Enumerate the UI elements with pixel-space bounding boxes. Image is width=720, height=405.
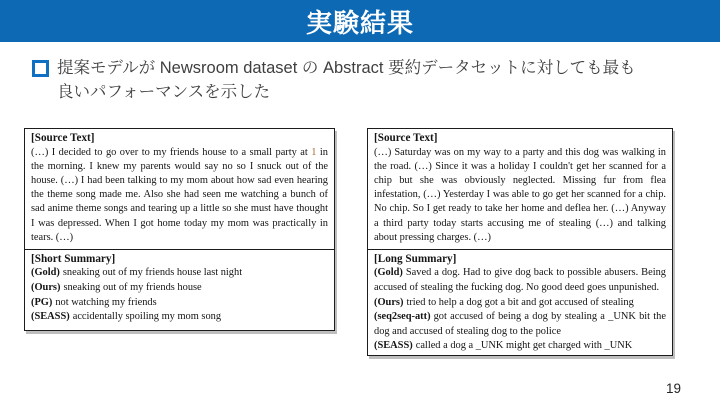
left-summary-section (25, 249, 334, 329)
entry-label: (Ours) (31, 282, 61, 294)
entry-text: called a dog a _UNK might get charged with _UNK (415, 340, 633, 352)
slide-title: 実験結果 (305, 7, 414, 38)
entry-label: (SEASS) (31, 311, 70, 323)
entry-label: (Gold) (374, 267, 403, 279)
left-source-section (25, 129, 334, 249)
entry-text: tried to help a dog got a bit and got accused of stealing (406, 296, 634, 308)
summary-entry-seq2seq-att (374, 310, 666, 339)
long-summary-example-box (367, 128, 673, 356)
summary-entry-gold (374, 266, 666, 295)
right-source-section (368, 129, 672, 249)
entry-label: (seq2seq-att) (374, 311, 431, 323)
page-number: 19 (665, 381, 681, 396)
summary-entry-seass (31, 310, 328, 325)
left-summary-label: [Short Summary] (31, 252, 116, 265)
summary-entry-gold (31, 266, 328, 281)
entry-label: (Ours) (374, 296, 404, 308)
bullet-square-icon (32, 60, 49, 77)
title-bar (0, 0, 720, 42)
right-source-label: [Source Text] (374, 132, 438, 144)
entry-text: sneaking out of my friends house last night (62, 267, 243, 279)
left-source-paragraph (31, 146, 328, 245)
right-summary-section (368, 249, 672, 358)
entry-text: accidentally spoiling my mom song (72, 311, 222, 323)
bullet-text-line1: 提案モデルが Newsroom dataset の Abstract 要約データセットに対しても最も (57, 59, 636, 77)
bullet-text-line2: 良いパフォーマンスを示した (57, 82, 271, 101)
bullet-row (32, 57, 704, 104)
summary-entry-pg (31, 296, 328, 311)
entry-text: not watching my friends (55, 296, 157, 308)
summary-entry-seass (374, 339, 666, 354)
right-source-paragraph: (…) Saturday was on my way to a party and this dog was walking in the road. (…) Since it was a holiday I couldn't get her scanned for a chip but she was obviously neglected. Missing fur from flea infestation, (…) Yesterday I was able to go get her scanned for a chip. No chip. So I get ready to take her home and deflea her. (…) Anyway a third party today starts accusing me of stealing (…) and talking about pressing charges. (…) (374, 146, 666, 243)
right-summary-label: [Long Summary] (374, 252, 457, 265)
left-source-highlight-digit: 1 (311, 146, 317, 158)
left-source-text-part1: (…) I decided to go over to my friends house to a small party at (31, 146, 312, 158)
entry-text: sneaking out of my friends house (63, 282, 202, 294)
entry-label: (Gold) (31, 267, 60, 279)
left-source-text-part2: in the morning. I knew my parents would say no so I snuck out of the house. (…) I had been talking to my mom about how sad even hearing the theme song made me. Also she had seen me watching a bunch of sad anime theme songs and tearing up a little so she must have thought I was depressed. When I got home today my mom was practically in tears. (…) (31, 146, 328, 243)
entry-label: (SEASS) (374, 340, 413, 352)
short-summary-example-box (24, 128, 335, 331)
left-source-label: [Source Text] (31, 132, 95, 144)
summary-entry-ours (31, 281, 328, 296)
entry-label: (PG) (31, 296, 53, 308)
entry-text: Saved a dog. Had to give dog back to possible abusers. Being accused of stealing the fucking dog. No good deed goes unpunished. (374, 267, 666, 294)
entry-text: got accused of being a dog by stealing a _UNK bit the dog and accused of stealing dog to the police (374, 311, 666, 337)
bullet-text (57, 57, 636, 104)
summary-entry-ours (374, 296, 666, 311)
